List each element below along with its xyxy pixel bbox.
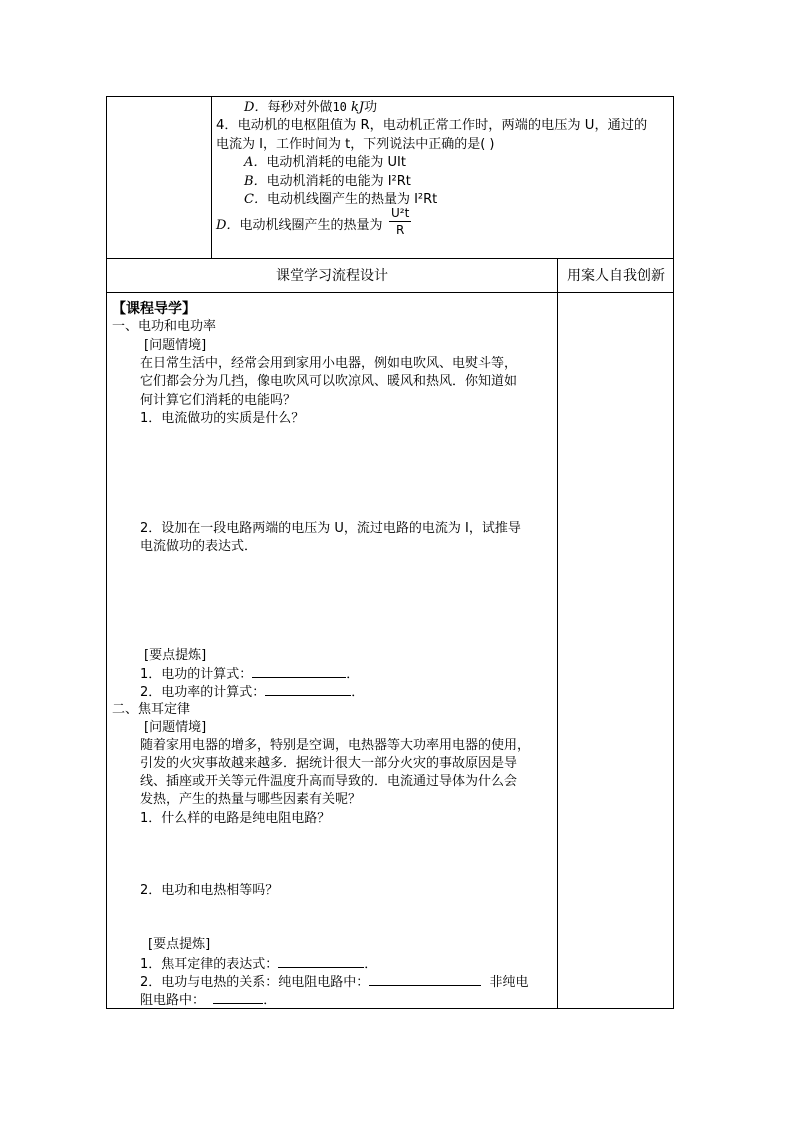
s2-question-1: 1．什么样的电路是纯电阻电路？ (140, 811, 331, 826)
q4-option-b: B．电动机消耗的电能为 I²Rt (244, 174, 411, 189)
s1-question-1: 1．电流做功的实质是什么？ (140, 411, 305, 426)
answer-blank[interactable] (252, 665, 346, 678)
s1-point-2: 2．电功率的计算式： ． (140, 685, 365, 700)
s2-paragraph-line3: 线、插座或开关等元件温度升高而导致的．电流通过导体为什么会 (140, 774, 518, 789)
q4-option-c: C．电动机线圈产生的热量为 I²Rt (244, 192, 438, 207)
header-process-design: 课堂学习流程设计 (276, 268, 388, 284)
header-self-innovation: 用案人自我创新 (567, 268, 665, 284)
s1-question-2-line2: 电流做功的表达式． (140, 539, 258, 554)
fraction-numerator: U²t (391, 206, 410, 220)
s2-question-2: 2．电功和电热相等吗？ (140, 883, 279, 898)
s2-situation-label: [问题情境] (144, 720, 207, 735)
q4-option-d: D．电动机线圈产生的热量为 (216, 218, 383, 233)
s2-points-label: [要点提炼] (148, 937, 211, 952)
s1-situation-label: [问题情境] (144, 338, 207, 353)
s1-paragraph-line2: 它们都会分为几挡，像电吹风可以吹凉风、暖风和热风．你知道如 (140, 374, 518, 389)
s1-title: 一、电功和电功率 (112, 319, 217, 334)
q4-option-a: A．电动机消耗的电能为 UIt (244, 155, 406, 170)
s1-point-1: 1．电功的计算式： ． (140, 667, 360, 682)
row-divider-header (106, 292, 674, 293)
s2-point-2-line1: 2．电功与电热的关系：纯电阻电路中： 非纯电 (140, 975, 529, 990)
s2-paragraph-line1: 随着家用电器的增多，特别是空调，电热器等大功率用电器的使用， (140, 738, 531, 753)
s2-paragraph-line4: 发热，产生的热量与哪些因素有关呢？ (140, 792, 362, 807)
top-left-column-divider (211, 96, 212, 259)
s1-question-2-line1: 2．设加在一段电路两端的电压为 U，流过电路的电流为 I，试推导 (140, 521, 521, 536)
answer-blank[interactable] (265, 683, 351, 696)
q4-stem-line2: 电流为 I，工作时间为 t，下列说法中正确的是( ) (216, 137, 495, 152)
s2-point-2-line2: 阻电路中： ． (140, 993, 277, 1008)
answer-blank[interactable] (369, 973, 481, 986)
s2-title: 二、焦耳定律 (112, 702, 191, 717)
row-divider-top (106, 258, 674, 259)
s1-paragraph-line3: 何计算它们消耗的电能吗？ (140, 393, 297, 408)
q4-stem-line1: 4．电动机的电枢阻值为 R，电动机正常工作时，两端的电压为 U，通过的 (216, 118, 648, 133)
s2-paragraph-line2: 引发的火灾事故越来越多．据统计很大一部分火灾的事故原因是导 (140, 756, 518, 771)
q3-option-d: D．每秒对外做10 kJ功 (244, 100, 378, 115)
answer-blank[interactable] (278, 955, 364, 968)
s1-points-label: [要点提炼] (144, 648, 207, 663)
fraction-denominator: R (395, 223, 405, 237)
s2-point-1: 1．焦耳定律的表达式： ． (140, 957, 378, 972)
section-title: 【课程导学】 (112, 301, 196, 317)
q4-option-d-fraction (389, 205, 411, 238)
right-column-divider (557, 259, 558, 1009)
s1-paragraph-line1: 在日常生活中，经常会用到家用小电器，例如电吹风、电熨斗等， (140, 356, 518, 371)
answer-blank[interactable] (213, 991, 263, 1004)
